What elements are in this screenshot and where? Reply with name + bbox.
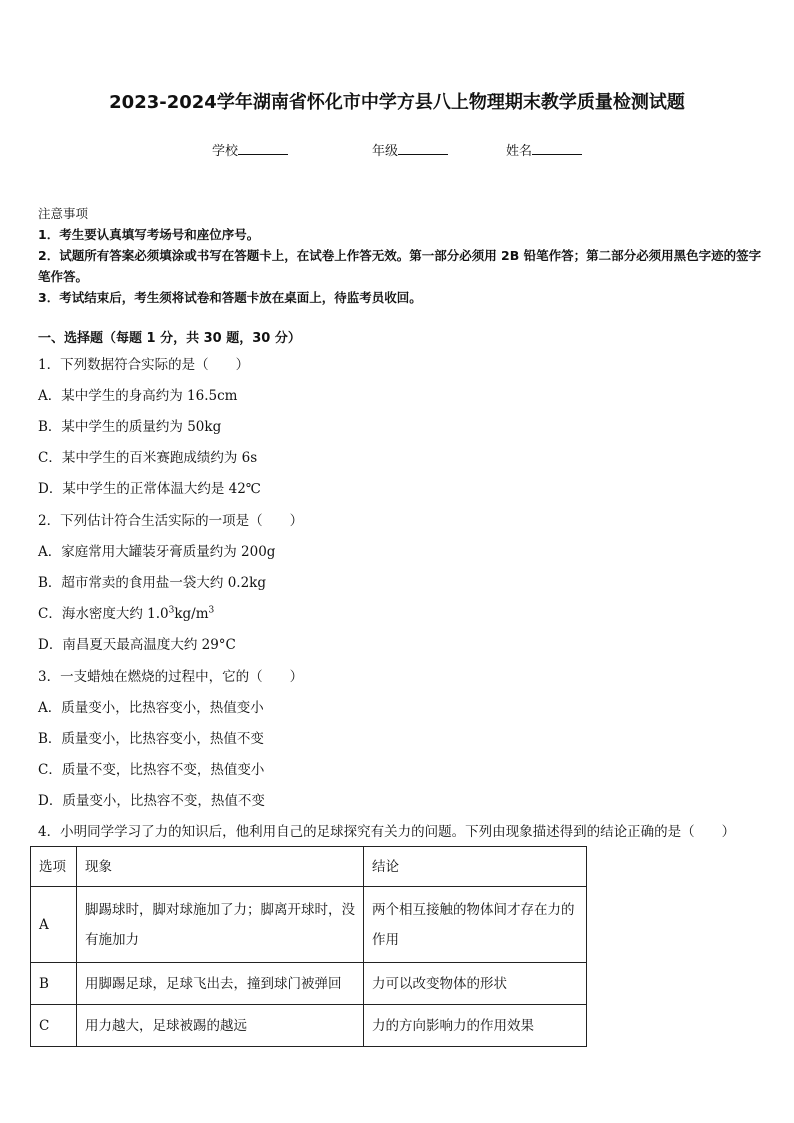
table-row (31, 963, 587, 1005)
table-header-cell: 选项 (31, 847, 77, 887)
table-cell-option: A (31, 887, 77, 963)
page-title: 2023-2024学年湖南省怀化市中学方县八上物理期末教学质量检测试题 (109, 92, 685, 113)
school-field (212, 140, 288, 159)
notes-block (38, 203, 763, 308)
q1-option-b: B．某中学生的质量约为 50kg (38, 419, 222, 435)
q2-option-c-exp2: 3 (208, 605, 215, 616)
table-cell-phenomenon: 用力越大，足球被踢的越远 (77, 1005, 364, 1047)
table-cell-option: C (31, 1005, 77, 1047)
name-field (506, 140, 582, 159)
grade-field (372, 140, 448, 159)
q3-option-b: B．质量变小，比热容变小，热值不变 (38, 731, 264, 747)
q2-option-c-text: C．海水密度大约 1.0 (38, 606, 169, 622)
q2-stem: 2．下列估计符合生活实际的一项是（ ） (38, 513, 304, 529)
q1-stem: 1．下列数据符合实际的是（ ） (38, 357, 250, 373)
school-blank (238, 142, 288, 155)
q2-option-d: D．南昌夏天最高温度大约 29°C (38, 637, 236, 653)
note-item: 3．考试结束后，考生须将试卷和答题卡放在桌面上，待监考员收回。 (38, 290, 422, 305)
name-blank (532, 142, 582, 155)
table-header-cell: 结论 (364, 847, 587, 887)
q4-stem: 4．小明同学学习了力的知识后，他利用自己的足球探究有关力的问题。下列由现象描述得到的结论正确的是（ ） (38, 824, 736, 840)
notes-heading: 注意事项 (38, 206, 89, 221)
table-cell-conclusion: 两个相互接触的物体间才存在力的作用 (364, 887, 587, 963)
table-cell-conclusion: 力可以改变物体的形状 (364, 963, 587, 1005)
grade-label: 年级 (372, 144, 399, 159)
table-row (31, 1005, 587, 1047)
q3-stem: 3．一支蜡烛在燃烧的过程中，它的（ ） (38, 669, 304, 685)
table-header-cell: 现象 (77, 847, 364, 887)
q1-option-c: C．某中学生的百米赛跑成绩约为 6s (38, 450, 258, 466)
table-row (31, 887, 587, 963)
table-cell-option: B (31, 963, 77, 1005)
q2-option-c (38, 602, 214, 622)
q2-option-c-unit: kg/m (174, 606, 209, 622)
note-item: 2．试题所有答案必须填涂或书写在答题卡上，在试卷上作答无效。第一部分必须用 2B 铅笔作答；第二部分必须用黑色字迹的签字笔作答。 (38, 248, 762, 284)
q1-option-d: D．某中学生的正常体温大约是 42℃ (38, 481, 261, 497)
grade-blank (398, 142, 448, 155)
table-cell-phenomenon: 脚踢球时，脚对球施加了力；脚离开球时，没有施加力 (77, 887, 364, 963)
table-cell-phenomenon: 用脚踢足球，足球飞出去，撞到球门被弹回 (77, 963, 364, 1005)
name-label: 姓名 (506, 144, 533, 159)
q3-option-a: A．质量变小，比热容变小，热值变小 (38, 700, 264, 716)
q2-option-b: B．超市常卖的食用盐一袋大约 0.2kg (38, 575, 267, 591)
q3-option-d: D．质量变小，比热容不变，热值不变 (38, 793, 265, 809)
q1-option-a: A．某中学生的身高约为 16.5cm (38, 388, 238, 404)
q4-table (30, 846, 587, 1047)
q2-option-a: A．家庭常用大罐装牙膏质量约为 200g (38, 544, 276, 560)
table-cell-conclusion: 力的方向影响力的作用效果 (364, 1005, 587, 1047)
note-item: 1．考生要认真填写考场号和座位序号。 (38, 227, 260, 242)
table-header-row (31, 847, 587, 887)
school-label: 学校 (212, 144, 239, 159)
q2-option-c-exp1: 3 (168, 605, 175, 616)
section-heading: 一、选择题（每题 1 分，共 30 题，30 分） (38, 331, 301, 346)
q3-option-c: C．质量不变，比热容不变，热值变小 (38, 762, 265, 778)
